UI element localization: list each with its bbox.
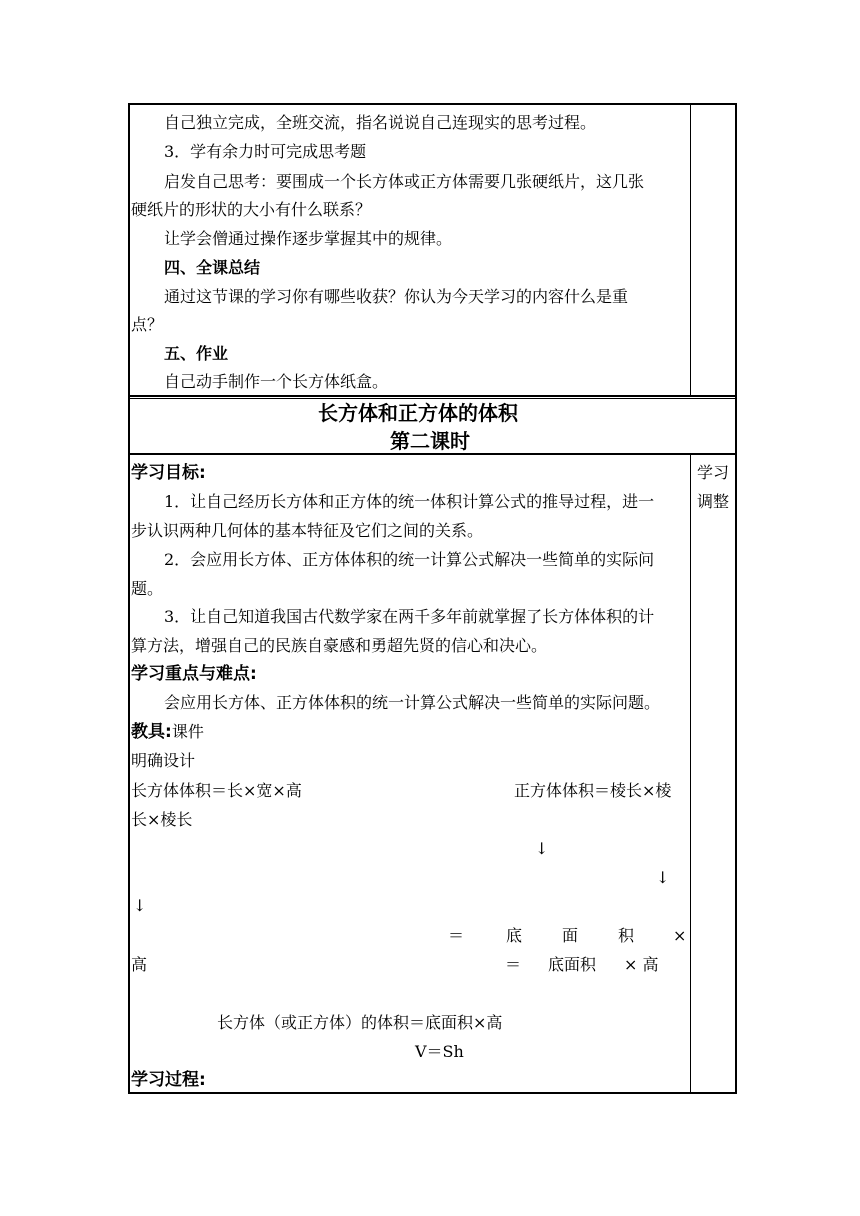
- paragraph: 1．让自己经历长方体和正方体的统一体积计算公式的推导过程，进一: [164, 492, 655, 511]
- tools-line: [131, 721, 204, 743]
- arrow-down: ↓: [656, 868, 670, 887]
- paragraph: 自己独立完成，全班交流，指名说说自己连现实的思考过程。: [164, 113, 597, 132]
- table-border-right: [735, 103, 737, 1094]
- paragraph: 自己动手制作一个长方体纸盒。: [164, 372, 389, 391]
- section-heading: 学习过程:: [131, 1070, 206, 1090]
- paragraph: 算方法，增强自己的民族自豪感和勇超先贤的信心和决心。: [131, 636, 548, 655]
- paragraph: 会应用长方体、正方体体积的统一计算公式解决一些简单的实际问题。: [164, 693, 661, 712]
- design-label: 明确设计: [131, 751, 196, 770]
- formula-char: 面: [562, 926, 579, 945]
- cube-formula-cont: 长×棱长: [131, 810, 193, 829]
- unified-formula: 长方体（或正方体）的体积＝底面积×高: [217, 1013, 503, 1032]
- section-heading: 学习重点与难点:: [131, 664, 257, 684]
- table-border-top: [128, 103, 737, 105]
- paragraph: 3．学有余力时可完成思考题: [164, 142, 367, 161]
- lesson-title: 长方体和正方体的体积: [318, 401, 518, 425]
- side-label: 学习: [697, 463, 730, 482]
- paragraph: 3．让自己知道我国古代数学家在两千多年前就掌握了长方体体积的计: [164, 607, 655, 626]
- cuboid-formula: 长方体体积＝长×宽×高: [131, 781, 302, 800]
- formula-term: × 高: [624, 955, 659, 974]
- paragraph: 2．会应用长方体、正方体体积的统一计算公式解决一些简单的实际问: [164, 550, 655, 569]
- paragraph: 点？: [131, 315, 164, 334]
- formula-char: 高: [131, 955, 148, 974]
- paragraph: 通过这节课的学习你有哪些收获？你认为今天学习的内容什么是重: [164, 287, 629, 306]
- table-divider-column-2: [690, 454, 691, 1094]
- equals-sign: ＝: [505, 955, 522, 974]
- arrow-down: ↓: [133, 896, 147, 915]
- formula-char: ×: [673, 926, 687, 945]
- table-border-bottom: [128, 1092, 737, 1094]
- table-row-divider-2: [128, 398, 737, 399]
- paragraph: 题。: [131, 579, 164, 598]
- paragraph: 让学会僧通过操作逐步掌握其中的规律。: [164, 229, 453, 248]
- tools-text: 课件: [171, 722, 204, 741]
- paragraph: 步认识两种几何体的基本特征及它们之间的关系。: [131, 521, 484, 540]
- section-heading: 教具:: [131, 722, 172, 742]
- side-label: 调整: [697, 492, 730, 511]
- table-row-divider-1: [128, 395, 737, 397]
- lesson-subtitle: 第二课时: [390, 429, 470, 453]
- section-heading: 五、作业: [164, 344, 229, 363]
- formula-term: 底面积: [548, 955, 597, 974]
- section-heading: 学习目标:: [131, 463, 206, 483]
- table-divider-column: [690, 103, 691, 396]
- short-formula: V＝Sh: [415, 1042, 464, 1061]
- equals-sign: ＝: [448, 926, 465, 945]
- table-border-left: [128, 103, 130, 1094]
- cube-formula: 正方体体积＝棱长×棱: [514, 781, 672, 800]
- arrow-down: ↓: [535, 839, 549, 858]
- section-heading: 四、全课总结: [164, 258, 261, 277]
- paragraph: 启发自己思考：要围成一个长方体或正方体需要几张硬纸片，这几张: [164, 172, 645, 191]
- formula-char: 底: [506, 926, 523, 945]
- formula-char: 积: [618, 926, 635, 945]
- paragraph: 硬纸片的形状的大小有什么联系？: [131, 200, 372, 219]
